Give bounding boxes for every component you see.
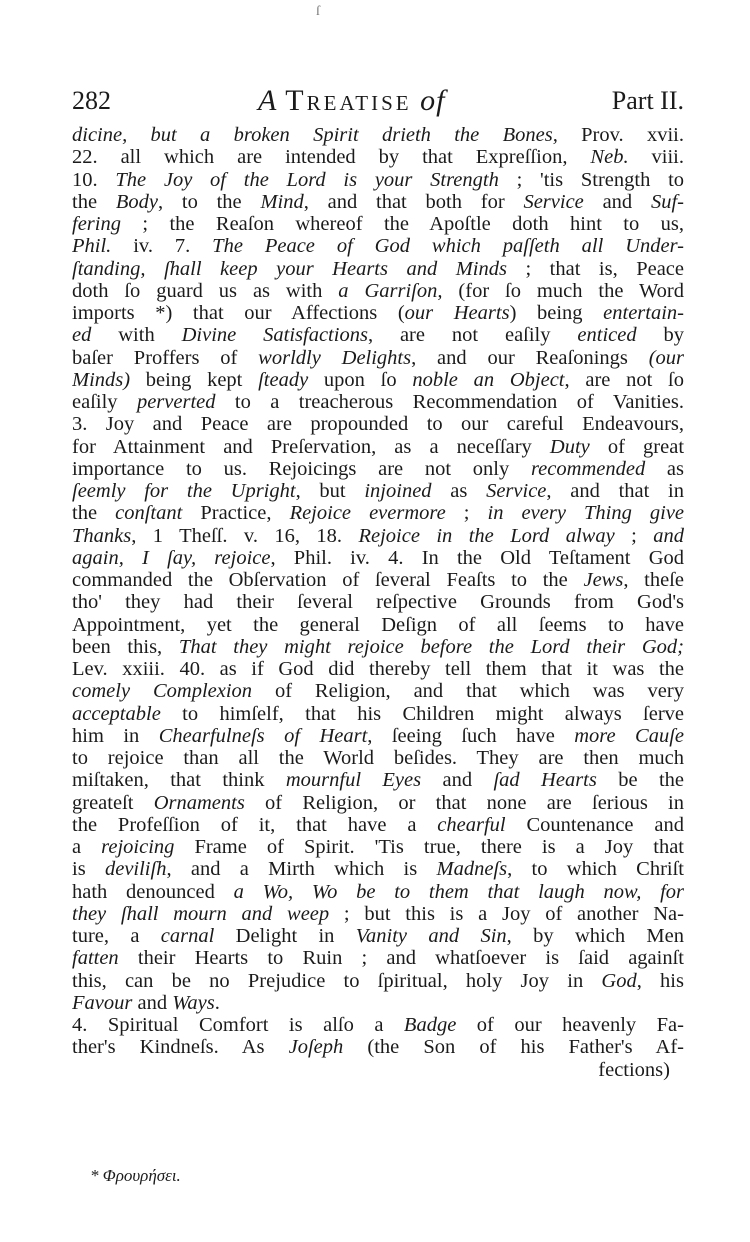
- text-line: [72, 858, 684, 880]
- part-label: Part II.: [611, 86, 684, 115]
- text-line: [72, 703, 684, 725]
- text-line: [72, 324, 684, 346]
- text-line: [72, 747, 684, 769]
- text-segment: is: [72, 858, 105, 881]
- text-line: [72, 614, 684, 636]
- italic-segment: enticed: [577, 324, 637, 347]
- italic-segment: Jews: [583, 569, 624, 591]
- footnote: * Φρουρήσει.: [90, 1166, 181, 1185]
- text-line: [72, 169, 684, 191]
- italic-segment: Minds): [72, 368, 131, 391]
- italic-segment: injoined: [364, 480, 432, 502]
- italic-segment: ſteady: [258, 368, 309, 391]
- text-line: [72, 769, 684, 791]
- italic-segment: Divine Satisfactions: [181, 324, 368, 347]
- text-line: [72, 413, 684, 435]
- text-segment: 4. Spiritual Comfort is alſo a: [72, 1014, 404, 1036]
- text-segment: ; that is, Peace: [506, 257, 684, 280]
- text-segment: (for ſo much the Word: [442, 279, 684, 302]
- text-line: [72, 836, 684, 858]
- text-segment: been this,: [72, 635, 179, 658]
- text-line: [72, 213, 684, 235]
- text-segment: commanded the Obſervation of ſeveral Feaſts to the: [72, 569, 584, 591]
- text-segment: the Profeſſion of it, that have a: [72, 813, 438, 836]
- text-line: [72, 903, 684, 925]
- text-segment: ther's Kindneſs. As: [72, 1036, 289, 1059]
- text-segment: with: [91, 324, 182, 347]
- text-segment: to rejoice than all the World beſides. They are then much: [72, 747, 684, 769]
- text-line: [72, 280, 684, 302]
- text-segment: , Phil. iv. 4. In the Old Teſtament God: [270, 546, 684, 569]
- text-segment: ; the Reaſon whereof the Apoſtle doth hint to us,: [120, 213, 684, 235]
- text-segment: , and that both for: [303, 190, 524, 213]
- text-line: [72, 1059, 684, 1081]
- italic-segment: entertain-: [603, 302, 684, 324]
- text-segment: the: [72, 502, 116, 525]
- text-segment: a: [72, 836, 102, 858]
- italic-segment: Suf-: [650, 190, 684, 213]
- text-segment: by: [636, 324, 684, 347]
- text-segment: Prov. xvii.: [557, 124, 684, 146]
- text-line: [72, 347, 684, 369]
- italic-segment: ſeemly for the Upright: [72, 480, 296, 502]
- title-article: A: [258, 84, 277, 117]
- italic-segment: dicine, but a broken Spirit drieth the Bones,: [72, 124, 558, 146]
- text-segment: , and that in: [546, 480, 684, 502]
- text-segment: and: [132, 991, 173, 1014]
- text-segment: upon ſo: [308, 368, 413, 391]
- italic-segment: Ways: [172, 991, 215, 1014]
- text-segment: , and our Reaſonings: [411, 346, 649, 369]
- text-segment: of our heavenly Fa-: [456, 1014, 684, 1036]
- text-segment: miſtaken, that think: [72, 769, 286, 792]
- text-segment: Delight in: [214, 925, 356, 947]
- italic-segment: deviliſh: [104, 858, 167, 881]
- italic-segment: Joſeph: [288, 1036, 344, 1059]
- text-line: [72, 1014, 684, 1036]
- text-segment: Appointment, yet the general Deſign of all ſeems to have: [72, 613, 684, 636]
- text-segment: Countenance and: [505, 813, 684, 836]
- text-line: [72, 146, 684, 168]
- italic-segment: Body: [115, 190, 158, 213]
- text-line: [72, 569, 684, 591]
- italic-segment: again, I ſay, rejoice: [72, 546, 271, 569]
- italic-segment: That they might rejoice before the Lord their God;: [178, 635, 684, 658]
- text-segment: 10.: [72, 168, 116, 191]
- italic-segment: Ornaments: [153, 791, 245, 814]
- italic-segment: Chearfulneſs of Heart: [158, 724, 368, 747]
- italic-segment: fatten: [72, 947, 119, 970]
- text-line: [72, 970, 684, 992]
- text-line: [72, 124, 684, 146]
- text-line: [72, 302, 684, 324]
- text-segment: iv. 7.: [111, 235, 213, 258]
- italic-segment: mournful Eyes: [285, 769, 422, 792]
- italic-segment: in every Thing give: [487, 502, 684, 525]
- text-segment: to a treacherous Recommendation of Vanities.: [215, 391, 684, 413]
- text-line: [72, 881, 684, 903]
- italic-segment: Thanks: [72, 524, 132, 547]
- text-segment: eaſily: [72, 391, 137, 413]
- text-segment: their Hearts to Ruin ; and whatſoever is ſaid againſt: [118, 947, 684, 970]
- text-segment: , by which Men: [506, 925, 684, 947]
- text-line: [72, 992, 684, 1014]
- text-segment: this, can be no Prejudice to ſpiritual, holy Joy in: [72, 969, 602, 992]
- text-line: [72, 191, 684, 213]
- text-segment: , are not ſo: [564, 368, 684, 391]
- text-segment: hath denounced: [72, 880, 234, 903]
- text-line: [72, 658, 684, 680]
- text-segment: of Religion, or that none are ſerious in: [244, 791, 684, 814]
- italic-segment: comely Complexion: [72, 680, 253, 703]
- italic-segment: Phil.: [72, 235, 112, 258]
- italic-segment: Badge: [403, 1014, 457, 1036]
- text-line: [72, 502, 684, 524]
- text-segment: Frame of Spirit. 'Tis true, there is a Joy that: [174, 836, 684, 858]
- text-segment: Lev. xxiii. 40. as if God did thereby tell them that it was the: [72, 658, 684, 680]
- italic-segment: ſad Hearts: [493, 769, 597, 792]
- text-line: [72, 792, 684, 814]
- text-line: [72, 547, 684, 569]
- italic-segment: Favour: [72, 991, 133, 1014]
- text-segment: Practice,: [182, 502, 290, 525]
- text-segment: ) being: [509, 302, 604, 324]
- text-segment: imports *) that our Affections (: [72, 302, 405, 324]
- running-header: [72, 84, 684, 124]
- italic-segment: The Peace of God which paſſeth all Under-: [212, 235, 684, 258]
- text-line: [72, 258, 684, 280]
- page-number: 282: [72, 86, 111, 115]
- text-segment: , but: [295, 480, 365, 502]
- body-text: [72, 124, 684, 1081]
- italic-segment: noble an Object: [412, 368, 565, 391]
- text-segment: , to the: [157, 190, 261, 213]
- italic-segment: Neb.: [590, 146, 629, 169]
- italic-segment: worldly Delights: [258, 346, 412, 369]
- text-segment: , theſe: [623, 569, 684, 591]
- text-segment: fections): [598, 1058, 670, 1081]
- italic-segment: Duty: [549, 435, 590, 458]
- text-line: [72, 369, 684, 391]
- text-segment: and: [583, 190, 651, 213]
- text-segment: greateſt: [72, 791, 154, 814]
- text-segment: being kept: [130, 368, 259, 391]
- italic-segment: rejoicing: [101, 836, 175, 858]
- text-segment: , are not eaſily: [367, 324, 578, 347]
- text-line: [72, 458, 684, 480]
- italic-segment: Mind: [260, 190, 304, 213]
- text-segment: ; but this is a Joy of another Na-: [329, 902, 684, 925]
- text-segment: the: [72, 190, 116, 213]
- text-line: [72, 814, 684, 836]
- italic-segment: The Joy of the Lord is your Strength: [115, 168, 499, 191]
- text-line: [72, 480, 684, 502]
- text-segment: and: [421, 769, 494, 792]
- stray-ink-mark: ſ: [316, 4, 320, 19]
- text-line: [72, 947, 684, 969]
- text-segment: 22. all which are intended by that Expreſſion,: [72, 146, 591, 169]
- text-line: [72, 680, 684, 702]
- text-line: [72, 591, 684, 613]
- italic-segment: ed: [72, 324, 92, 347]
- italic-segment: more Cauſe: [574, 724, 684, 747]
- italic-segment: Vanity and Sin: [355, 925, 507, 947]
- italic-segment: (our: [648, 346, 684, 369]
- text-segment: , his: [636, 969, 684, 992]
- text-line: [72, 235, 684, 257]
- text-line: [72, 436, 684, 458]
- text-line: [72, 636, 684, 658]
- italic-segment: fering: [72, 213, 121, 235]
- text-segment: , ſeeing ſuch have: [367, 724, 575, 747]
- italic-segment: they ſhall mourn and weep: [72, 902, 330, 925]
- text-segment: ture, a: [72, 925, 161, 947]
- italic-segment: recommended: [530, 457, 646, 480]
- italic-segment: and: [653, 524, 684, 547]
- italic-segment: perverted: [136, 391, 216, 413]
- text-segment: as: [431, 480, 487, 502]
- title-word: Treatise: [285, 84, 412, 117]
- text-line: [72, 725, 684, 747]
- text-segment: tho' they had their ſeveral reſpective Grounds from God's: [72, 591, 684, 614]
- text-segment: , to which Chriſt: [507, 858, 684, 881]
- text-segment: ; 'tis Strength to: [498, 168, 684, 191]
- italic-segment: our Hearts: [404, 302, 510, 324]
- text-segment: importance to us. Rejoicings are not only: [72, 457, 531, 480]
- text-segment: him in: [72, 724, 159, 747]
- italic-segment: Rejoice in the Lord alway: [358, 524, 615, 547]
- italic-segment: ſtanding, ſhall keep your Hearts and Minds: [72, 257, 507, 280]
- text-segment: , and a Mirth which is: [166, 858, 437, 881]
- italic-segment: chearful: [437, 813, 506, 836]
- text-segment: viii.: [628, 146, 684, 169]
- text-segment: ;: [614, 524, 654, 547]
- text-segment: 3. Joy and Peace are propounded to our careful Endeavours,: [72, 413, 684, 436]
- italic-segment: conſtant: [115, 502, 183, 525]
- text-segment: , 1 Theſſ. v. 16, 18.: [131, 524, 359, 547]
- text-segment: be the: [596, 769, 684, 792]
- text-segment: baſer Proffers of: [72, 346, 259, 369]
- running-title: [258, 84, 445, 118]
- text-segment: doth ſo guard us as with: [72, 279, 339, 302]
- italic-segment: carnal: [160, 925, 215, 947]
- text-line: [72, 925, 684, 947]
- text-line: [72, 525, 684, 547]
- italic-segment: Madneſs: [436, 858, 508, 881]
- text-segment: of Religion, and that which was very: [252, 680, 684, 703]
- text-segment: ;: [445, 502, 488, 525]
- text-segment: as: [645, 457, 684, 480]
- italic-segment: a Garriſon,: [338, 279, 443, 302]
- title-tail: of: [420, 84, 446, 117]
- text-segment: for Attainment and Preſervation, as a neceſſary: [72, 435, 550, 458]
- italic-segment: Rejoice evermore: [289, 502, 446, 525]
- italic-segment: a Wo, Wo be to them that laugh now, for: [233, 880, 684, 903]
- italic-segment: God: [601, 969, 637, 992]
- text-segment: of great: [589, 435, 684, 458]
- text-segment: .: [214, 991, 220, 1014]
- text-segment: (the Son of his Father's Af-: [343, 1036, 684, 1059]
- italic-segment: Service: [523, 190, 584, 213]
- text-line: [72, 391, 684, 413]
- italic-segment: acceptable: [72, 702, 161, 725]
- text-line: [72, 1036, 684, 1058]
- text-segment: to himſelf, that his Children might always ſerve: [160, 702, 684, 725]
- italic-segment: Service: [486, 480, 547, 502]
